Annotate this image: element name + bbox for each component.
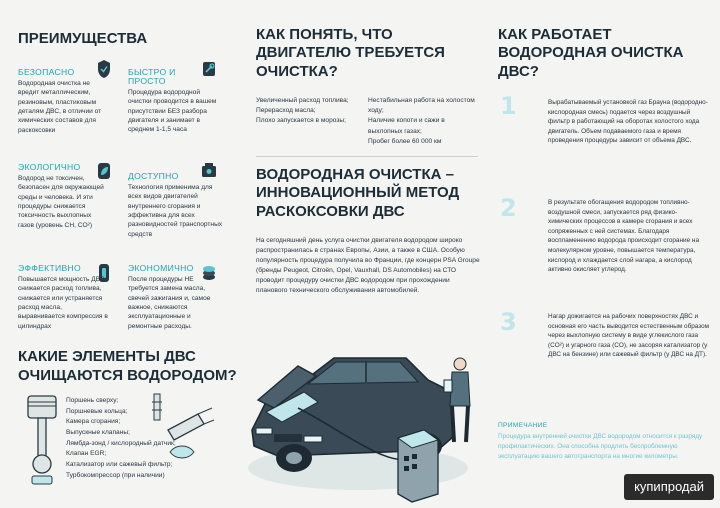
feature-title: ДОСТУПНО bbox=[128, 171, 179, 181]
list-item: Поршень сверху; bbox=[66, 397, 119, 404]
car-illustration bbox=[238, 318, 488, 504]
divider bbox=[256, 156, 478, 157]
piston-illustration bbox=[20, 392, 64, 492]
feature-eco bbox=[18, 163, 108, 230]
note-text: Процедура внутренней очистки ДВС водородом относится к разряду профилактических. Она способна продлить беспроблемную эксплуатацию вашего автотранспорта на многие километры. bbox=[498, 433, 703, 460]
list-item: Лямбда-зонд / кислородный датчик; bbox=[66, 439, 176, 447]
feature-fast bbox=[128, 68, 223, 135]
note-title: ПРИМЕЧАНИЕ bbox=[498, 422, 548, 429]
list-item: Катализатор или сажевый фильтр; bbox=[66, 461, 173, 469]
elements-list bbox=[66, 396, 176, 481]
step-number: 3 bbox=[500, 308, 517, 336]
history-paragraph: На сегодняшний день услуга очистки двигателя водородом широко распространилась в странах Европы, Азии, а также в США. Особую популярность процедура получила во Франции, где концерн PSA Groupe (бренды Peugeot, Citroën, Opel, Vauxhall, DS Automobiles) на СТО проводит процедуру очистки ДВС водородом при прохождении планового технического обслуживания автомобилей. bbox=[256, 237, 480, 295]
feature-text: После процедуры НЕ требуется замена масла, свечей зажигания и, самое важное, снижаются эксплуатационные и ремонтные расходы. bbox=[128, 276, 211, 330]
feature-effective bbox=[18, 264, 110, 331]
list-item: Выпускные клапаны; bbox=[66, 429, 130, 437]
how-it-works-title: КАК РАБОТАЕТ ВОДОРОДНАЯ ОЧИСТКА ДВС? bbox=[498, 26, 684, 80]
list-item: Камера сгорания; bbox=[66, 418, 121, 426]
step-text: В результате обогащения водородом топливно-воздушной смеси, запускается ряд физико-химических процессов в камере сгорания и всех сопряженных с ней системах. Благодаря воспламенению водорода происходит сгорание на молекулярном уровне, повышается температура, кислород и хлаждается слой нагара, а кислород активно окисляет углерод. bbox=[548, 199, 699, 274]
feature-economic bbox=[128, 264, 223, 331]
feature-title: ЭФФЕКТИВНО bbox=[18, 263, 82, 273]
list-item: Клапан EGR; bbox=[66, 450, 107, 458]
feature-text: Процедура водородной очистки проводится в вашем присутствии БЕЗ разбора двигателя и занимает в среднем 1-1,5 часа bbox=[128, 89, 217, 134]
step-text: Нагар дожигается на рабочих поверхностях ДВС и основная его часть выводится естественным образом через выхлопную систему в виде углекислого газа (CO²) и угарного газа (CO), не засоряя катализатор (у ДВС на бензине) или сажевый фильтр (у ДВС на ДТ). bbox=[548, 313, 710, 359]
feature-safe bbox=[18, 68, 113, 135]
symptoms-title: КАК ПОНЯТЬ, ЧТО ДВИГАТЕЛЮ ТРЕБУЕТСЯ ОЧИСТКА? bbox=[256, 26, 445, 80]
feature-text: Технология применима для всех видов двигателей внутреннего сгорания и эффективна для всех разновидностей транспортных средств bbox=[128, 184, 223, 238]
feature-text: Повышается мощность ДВС, снижается расход топлива, снижается или устраняется расход масла, выравнивается компрессия в цилиндрах bbox=[18, 276, 108, 330]
watermark-badge: купипродай bbox=[624, 474, 714, 500]
clean-method-title: ВОДОРОДНАЯ ОЧИСТКА – ИННОВАЦИОННЫЙ МЕТОД РАСКОКСОВКИ ДВС bbox=[256, 166, 460, 220]
feature-title: БЫСТРО И ПРОСТО bbox=[128, 67, 176, 87]
feature-title: ЭКОНОМИЧНО bbox=[128, 263, 194, 273]
symptoms-left: Увеличенный расход топлива; Перерасход масла; Плохо запускается в морозы; bbox=[256, 97, 349, 125]
step-number: 2 bbox=[500, 194, 517, 222]
feature-title: ЭКОЛОГИЧНО bbox=[18, 162, 81, 172]
feature-title: БЕЗОПАСНО bbox=[18, 67, 75, 77]
list-item: Турбокомпрессор (при наличии) bbox=[66, 471, 165, 479]
feature-available bbox=[128, 172, 223, 239]
advantages-title: ПРЕИМУЩЕСТВА bbox=[18, 30, 148, 47]
step-number: 1 bbox=[500, 92, 517, 120]
list-item: Поршневые кольца; bbox=[66, 407, 128, 415]
feature-text: Водородная очистка не вредит металлическим, резиновым, пластиковым деталям ДВС, в отличии от химических составов для раскоксовки bbox=[18, 80, 102, 134]
feature-text: Водород не токсичен, безопасен для окружающей среды и человека. И эти процедуры снижается токсичность выхлопных газов (уровень CH, CO²) bbox=[18, 175, 104, 229]
symptoms-right: Нестабильная работа на холостом ходу; Наличие копоти и сажи в выхлопных газах; Пробег более 60 000 км bbox=[368, 97, 475, 145]
elements-title: КАКИЕ ЭЛЕМЕНТЫ ДВС ОЧИЩАЮТСЯ ВОДОРОДОМ? bbox=[18, 348, 237, 384]
step-text: Вырабатываемый установкой газ Брауна (водородно-кислородная смесь) подается через воздушный фильтр в работающий на оборотах холостого хода двигатель. Объем подаваемого газа и время проведения процедуры зависит от объема ДВС. bbox=[548, 99, 708, 145]
